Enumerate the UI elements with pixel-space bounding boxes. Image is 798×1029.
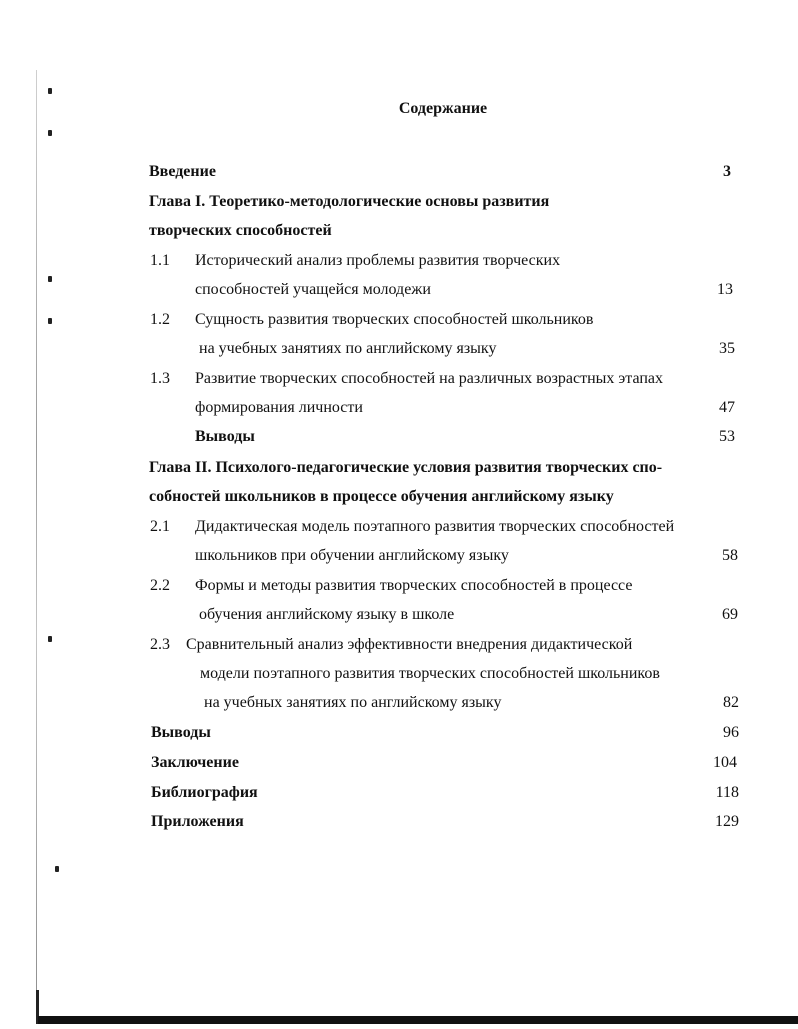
toc-s22-num: 2.2 <box>150 577 170 594</box>
toc-s21-num: 2.1 <box>150 518 170 535</box>
page-title: Содержание <box>398 100 488 117</box>
toc-s12-line1: Сущность развития творческих способностей школьников <box>195 311 594 328</box>
toc-s23-line1: Сравнительный анализ эффективности внедрения дидактической <box>186 636 633 653</box>
toc-s11-num: 1.1 <box>150 252 170 269</box>
toc-conclusions1-page: 53 <box>719 428 735 445</box>
toc-intro-page: 3 <box>723 163 731 180</box>
scan-artifact <box>48 318 52 324</box>
toc-s12-line2: на учебных занятиях по английскому языку <box>199 340 497 357</box>
toc-conclusions2-label: Выводы <box>151 724 211 741</box>
scan-border-bottom <box>38 1016 798 1024</box>
toc-s23-line2: модели поэтапного развития творческих способностей школьников <box>200 665 660 682</box>
scan-margin-line <box>36 70 37 1010</box>
toc-s13-num: 1.3 <box>150 370 170 387</box>
scan-artifact <box>48 88 52 94</box>
scan-artifact <box>48 130 52 136</box>
toc-s23-line3: на учебных занятиях по английскому языку <box>204 694 502 711</box>
toc-s22-page: 69 <box>722 606 738 623</box>
toc-s13-page: 47 <box>719 399 735 416</box>
scan-artifact <box>55 866 59 872</box>
toc-s22-line2: обучения английскому языку в школе <box>199 606 455 623</box>
scan-artifact <box>48 636 52 642</box>
toc-s12-page: 35 <box>719 340 735 357</box>
toc-appendices-page: 129 <box>715 813 739 830</box>
toc-intro-label: Введение <box>149 163 216 180</box>
toc-s13-line2: формирования личности <box>195 399 363 416</box>
toc-s11-line2: способностей учащейся молодежи <box>195 281 431 298</box>
toc-s23-num: 2.3 <box>150 636 170 653</box>
toc-bibliography-label: Библиография <box>151 784 258 801</box>
toc-s12-num: 1.2 <box>150 311 170 328</box>
toc-bibliography-page: 118 <box>715 784 739 801</box>
toc-s21-page: 58 <box>722 547 738 564</box>
toc-s23-page: 82 <box>723 694 739 711</box>
toc-chapter1-line1: Глава I. Теоретико-методологические основы развития <box>149 193 550 210</box>
toc-s11-line1: Исторический анализ проблемы развития творческих <box>195 252 561 269</box>
toc-appendices-label: Приложения <box>151 813 244 830</box>
toc-chapter2-line2: собностей школьников в процессе обучения английскому языку <box>149 488 614 505</box>
toc-s13-line1: Развитие творческих способностей на различных возрастных этапах <box>195 370 664 387</box>
toc-chapter2-line1: Глава II. Психолого-педагогические условия развития творческих спо- <box>149 459 663 476</box>
toc-conclusion-page: 104 <box>713 754 737 771</box>
toc-s11-page: 13 <box>717 281 733 298</box>
toc-s21-line2: школьников при обучении английскому языку <box>195 547 509 564</box>
toc-s21-line1: Дидактическая модель поэтапного развития творческих способностей <box>195 518 675 535</box>
toc-s22-line1: Формы и методы развития творческих способностей в процессе <box>195 577 633 594</box>
toc-conclusions2-page: 96 <box>723 724 739 741</box>
toc-conclusions1-label: Выводы <box>195 428 255 445</box>
scan-artifact <box>48 276 52 282</box>
toc-conclusion-label: Заключение <box>151 754 239 771</box>
toc-chapter1-line2: творческих способностей <box>149 222 332 239</box>
